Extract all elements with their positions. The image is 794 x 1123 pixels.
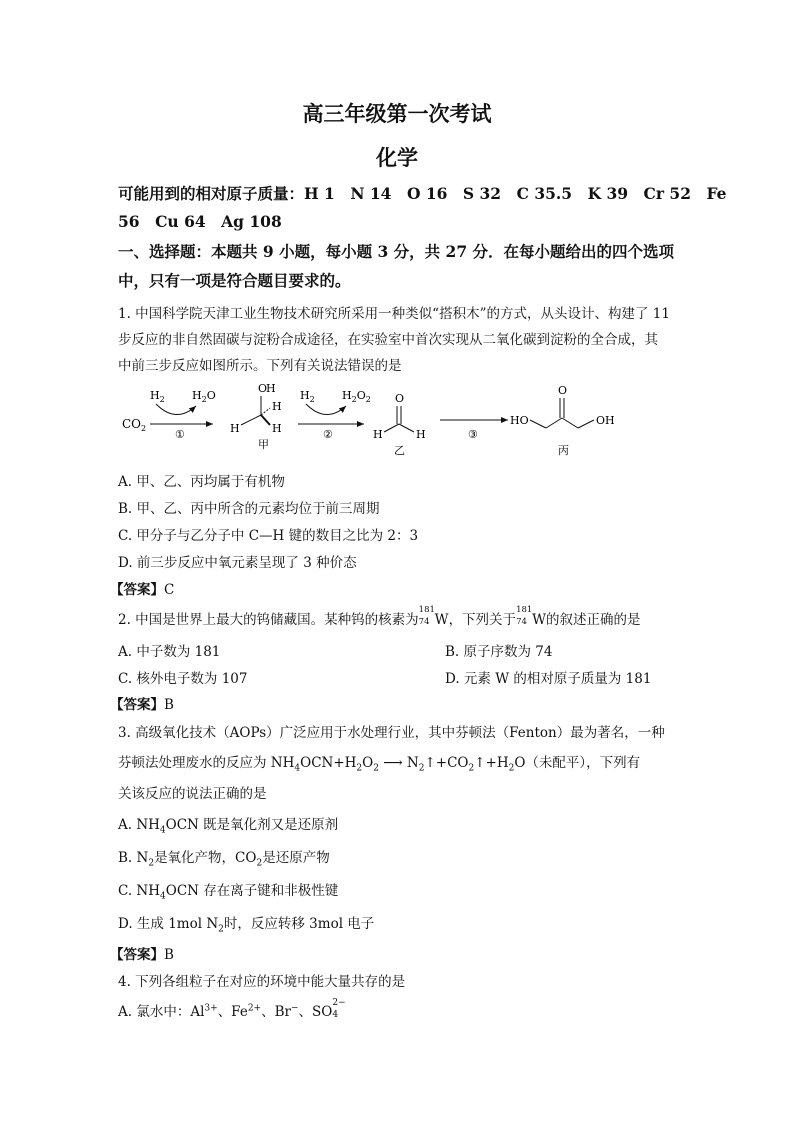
- exam-title: 高三年级第一次考试: [302, 101, 492, 126]
- step-3-label: ③: [468, 428, 478, 441]
- curved-arrow-1: [156, 404, 196, 415]
- q1-option-a: A. 甲、乙、丙均属于有机物: [118, 474, 285, 490]
- h2-label-1: $H_2$: [150, 389, 165, 404]
- q4-stem: 4. 下列各组粒子在对应的环境中能大量共存的是: [118, 974, 406, 990]
- q3-option-c: C. $NH_4OCN$ 存在离子键和非极性键: [118, 883, 339, 902]
- jia-h-right: H: [272, 400, 282, 413]
- q1-option-d: D. 前三步反应中氧元素呈现了 3 种价态: [118, 555, 357, 571]
- atomic-mass-line-2: 56 Cu 64 Ag 108: [118, 212, 282, 231]
- q1-option-b: B. 甲、乙、丙中所含的元素均位于前三周期: [118, 501, 380, 517]
- q2-option-b: B. 原子序数为 74: [445, 644, 553, 660]
- q1-stem-line-2: 步反应的非自然固碳与淀粉合成途径，在实验室中首次实现从二氧化碳到淀粉的全合成，其: [118, 332, 658, 348]
- q4-option-a: A. 氯水中：$Al^{3+}$、$Fe^{2+}$、Br−、SO 2− 4: [118, 998, 346, 1020]
- yi-h-left: H: [373, 428, 383, 441]
- q2-option-a: A. 中子数为 181: [118, 644, 221, 660]
- q1-stem-line-1: 1. 中国科学院天津工业生物技术研究所采用一种类似“搭积木”的方式，从头设计、构建了 11: [118, 306, 670, 322]
- yi-label: 乙: [394, 444, 405, 457]
- q3-answer: 【答案】B: [110, 947, 174, 963]
- q3-stem-line-3: 关该反应的说法正确的是: [118, 786, 267, 802]
- jia-h-bottom: H: [272, 422, 282, 435]
- section-heading-line-2: 中，只有一项是符合题目要求的。: [118, 271, 351, 290]
- h2o2-label-2: $H_2O_2$: [342, 389, 371, 404]
- section-heading-line-1: 一、选择题：本题共 9 小题，每小题 3 分，共 27 分．在每小题给出的四个选项: [118, 242, 675, 261]
- bing-o: O: [558, 384, 568, 397]
- reaction-scheme-diagram: [118, 380, 638, 466]
- jia-h-top: H: [266, 382, 276, 395]
- q1-stem-line-3: 中前三步反应如图所示。下列有关说法错误的是: [118, 358, 402, 374]
- bing-label: 丙: [558, 444, 569, 457]
- q3-stem-line-2: 芬顿法处理废水的反应为 $NH_4OCN+H_2O_2$ ⟶ $N_2↑+CO_2↑+H_2O$（未配平），下列有: [118, 755, 641, 774]
- subject-title: 化学: [376, 145, 418, 170]
- jia-o: O: [258, 382, 268, 395]
- q2-answer: 【答案】B: [110, 697, 174, 713]
- curved-arrow-2: [306, 404, 346, 415]
- q3-option-d: D. 生成 1mol $N_2$时，反应转移 3mol 电子: [118, 916, 375, 935]
- bing-oh: OH: [596, 414, 615, 427]
- yi-h-right: H: [416, 428, 426, 441]
- nuclide-symbol: 181 74: [418, 605, 435, 627]
- q2-option-c: C. 核外电子数为 107: [118, 671, 248, 687]
- q3-option-b: B. $N_2$是氧化产物，$CO_2$是还原产物: [118, 850, 330, 869]
- q3-option-a: A. $NH_4OCN$ 既是氧化剂又是还原剂: [118, 817, 339, 836]
- atomic-mass-line-1: 可能用到的相对原子质量：H 1 N 14 O 16 S 32 C 35.5 K 39 Cr 52 Fe: [118, 184, 727, 203]
- step-1-label: ①: [175, 428, 185, 441]
- jia-label: 甲: [258, 438, 269, 451]
- h2o-label-1: $H_2O$: [192, 389, 216, 404]
- bing-ho: HO: [510, 414, 529, 427]
- q2-stem: 2. 中国是世界上最大的钨储藏国。某种钨的核素为 181 74 W，下列关于 181 74 W的叙述正确的是: [118, 605, 641, 628]
- nuclide-symbol: 181 74: [516, 605, 533, 627]
- co2-label: $CO_2$: [122, 417, 147, 433]
- q1-option-c: C. 甲分子与乙分子中 C—H 键的数目之比为 2：3: [118, 528, 419, 544]
- q1-answer: 【答案】C: [110, 582, 175, 598]
- h2-label-2: $H_2$: [300, 389, 315, 404]
- step-2-label: ②: [323, 428, 333, 441]
- q3-stem-line-1: 3. 高级氧化技术（AOPs）广泛应用于水处理行业，其中芬顿法（Fenton）最为著名，一种: [118, 725, 665, 741]
- yi-o: O: [395, 392, 405, 405]
- q2-option-d: D. 元素 W 的相对原子质量为 181: [445, 671, 652, 687]
- jia-h-left: H: [230, 422, 240, 435]
